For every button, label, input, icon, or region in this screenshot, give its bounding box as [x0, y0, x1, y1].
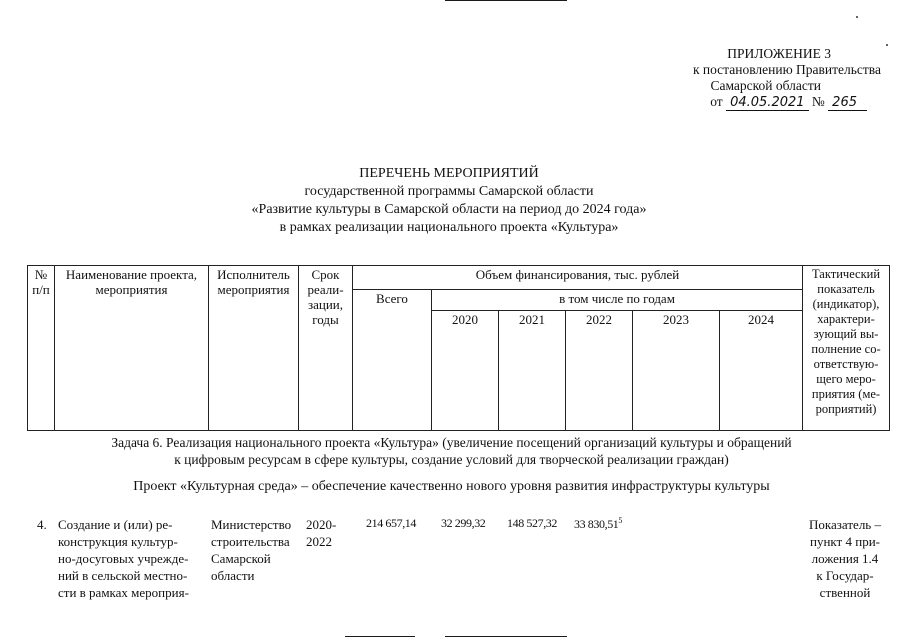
scan-dot: [886, 44, 888, 46]
title-line: «Развитие культуры в Самарской области на период до 2024 года»: [251, 202, 647, 217]
project-line: Проект «Культурная среда» – обеспечение качественно нового уровня развития инфраструктуры культуры: [133, 479, 770, 494]
row-name-line: конструкция культур-: [58, 534, 178, 549]
header-indicator: Тактический показатель (индикатор), характери- зующий вы- полнение со- ответствую- щего меро- приятия (ме- роприятий): [803, 266, 890, 431]
title-line: в рамках реализации национального проекта «Культура»: [279, 220, 619, 235]
header-year: 2024: [720, 310, 803, 430]
header-year: 2020: [432, 310, 499, 430]
scan-dot: [856, 16, 858, 18]
header-year: 2022: [566, 310, 633, 430]
row-name-line: сти в рамках мероприя-: [58, 585, 189, 600]
row-executor: [211, 516, 303, 584]
appendix-title: ПРИЛОЖЕНИЕ 3: [727, 46, 831, 61]
date-prefix: от: [710, 94, 723, 109]
number-sign: №: [811, 94, 825, 109]
task-line: Задача 6. Реализация национального проекта «Культура» (увеличение посещений организаций культуры и обращений: [111, 435, 792, 450]
row-period: [306, 516, 350, 550]
appendix-line: к постановлению Правительства: [692, 62, 881, 77]
row-executor-line: области: [211, 568, 255, 583]
row-executor-line: строительства: [211, 534, 290, 549]
row-total: 214 657,14: [366, 516, 417, 530]
header-name: Наименование проекта, мероприятия: [55, 266, 209, 431]
appendix-block: [621, 46, 881, 111]
row-name-line: но-досуговых учрежде-: [58, 551, 189, 566]
row-period-line: 2020-: [306, 517, 337, 532]
row-2020: 32 299,32: [441, 516, 486, 530]
row-number: 4.: [37, 517, 47, 532]
task-line: к цифровым ресурсам в сфере культуры, создание условий для творческой реализации граждан): [174, 452, 729, 467]
row-indicator: [800, 516, 890, 601]
header-by-years: в том числе по годам: [432, 290, 803, 310]
table-header: [27, 265, 890, 431]
header-funding: Объем финансирования, тыс. рублей: [353, 266, 803, 290]
title-line: ПЕРЕЧЕНЬ МЕРОПРИЯТИЙ: [359, 166, 539, 181]
row-2022-value: 33 830,51: [574, 517, 619, 531]
row-indicator-line: ственной: [819, 585, 871, 600]
row-indicator-line: Показатель –: [809, 517, 881, 532]
row-executor-line: Министерство: [211, 517, 292, 532]
row-indicator-line: к Государ-: [816, 568, 874, 583]
appendix-line: Самарской области: [710, 78, 821, 93]
header-total: Всего: [353, 290, 432, 431]
footnote-mark: 5: [618, 516, 623, 525]
row-name: [58, 516, 208, 601]
row-indicator-line: пункт 4 при-: [810, 534, 880, 549]
bottom-scan-line-left: [345, 636, 415, 637]
row-name-line: Создание и (или) ре-: [58, 517, 173, 532]
row-2022: [574, 516, 622, 532]
row-name-line: ний в сельской местно-: [58, 568, 188, 583]
header-executor: Исполнитель мероприятия: [209, 266, 299, 431]
handwritten-date: 04.05.2021: [726, 95, 808, 111]
appendix-date-line: [621, 94, 867, 111]
row-indicator-line: ложения 1.4: [811, 551, 879, 566]
header-year: 2023: [633, 310, 720, 430]
header-period: Срок реали- зации, годы: [299, 266, 353, 431]
header-num: № п/п: [28, 266, 55, 431]
row-executor-line: Самарской: [211, 551, 271, 566]
bottom-scan-line-right: [445, 636, 567, 637]
title-line: государственной программы Самарской области: [304, 184, 594, 199]
row-2021: 148 527,32: [507, 516, 558, 530]
top-scan-line: [445, 0, 567, 1]
header-year: 2021: [499, 310, 566, 430]
document-title: [0, 165, 903, 237]
row-period-line: 2022: [306, 534, 332, 549]
handwritten-number: 265: [828, 95, 867, 111]
